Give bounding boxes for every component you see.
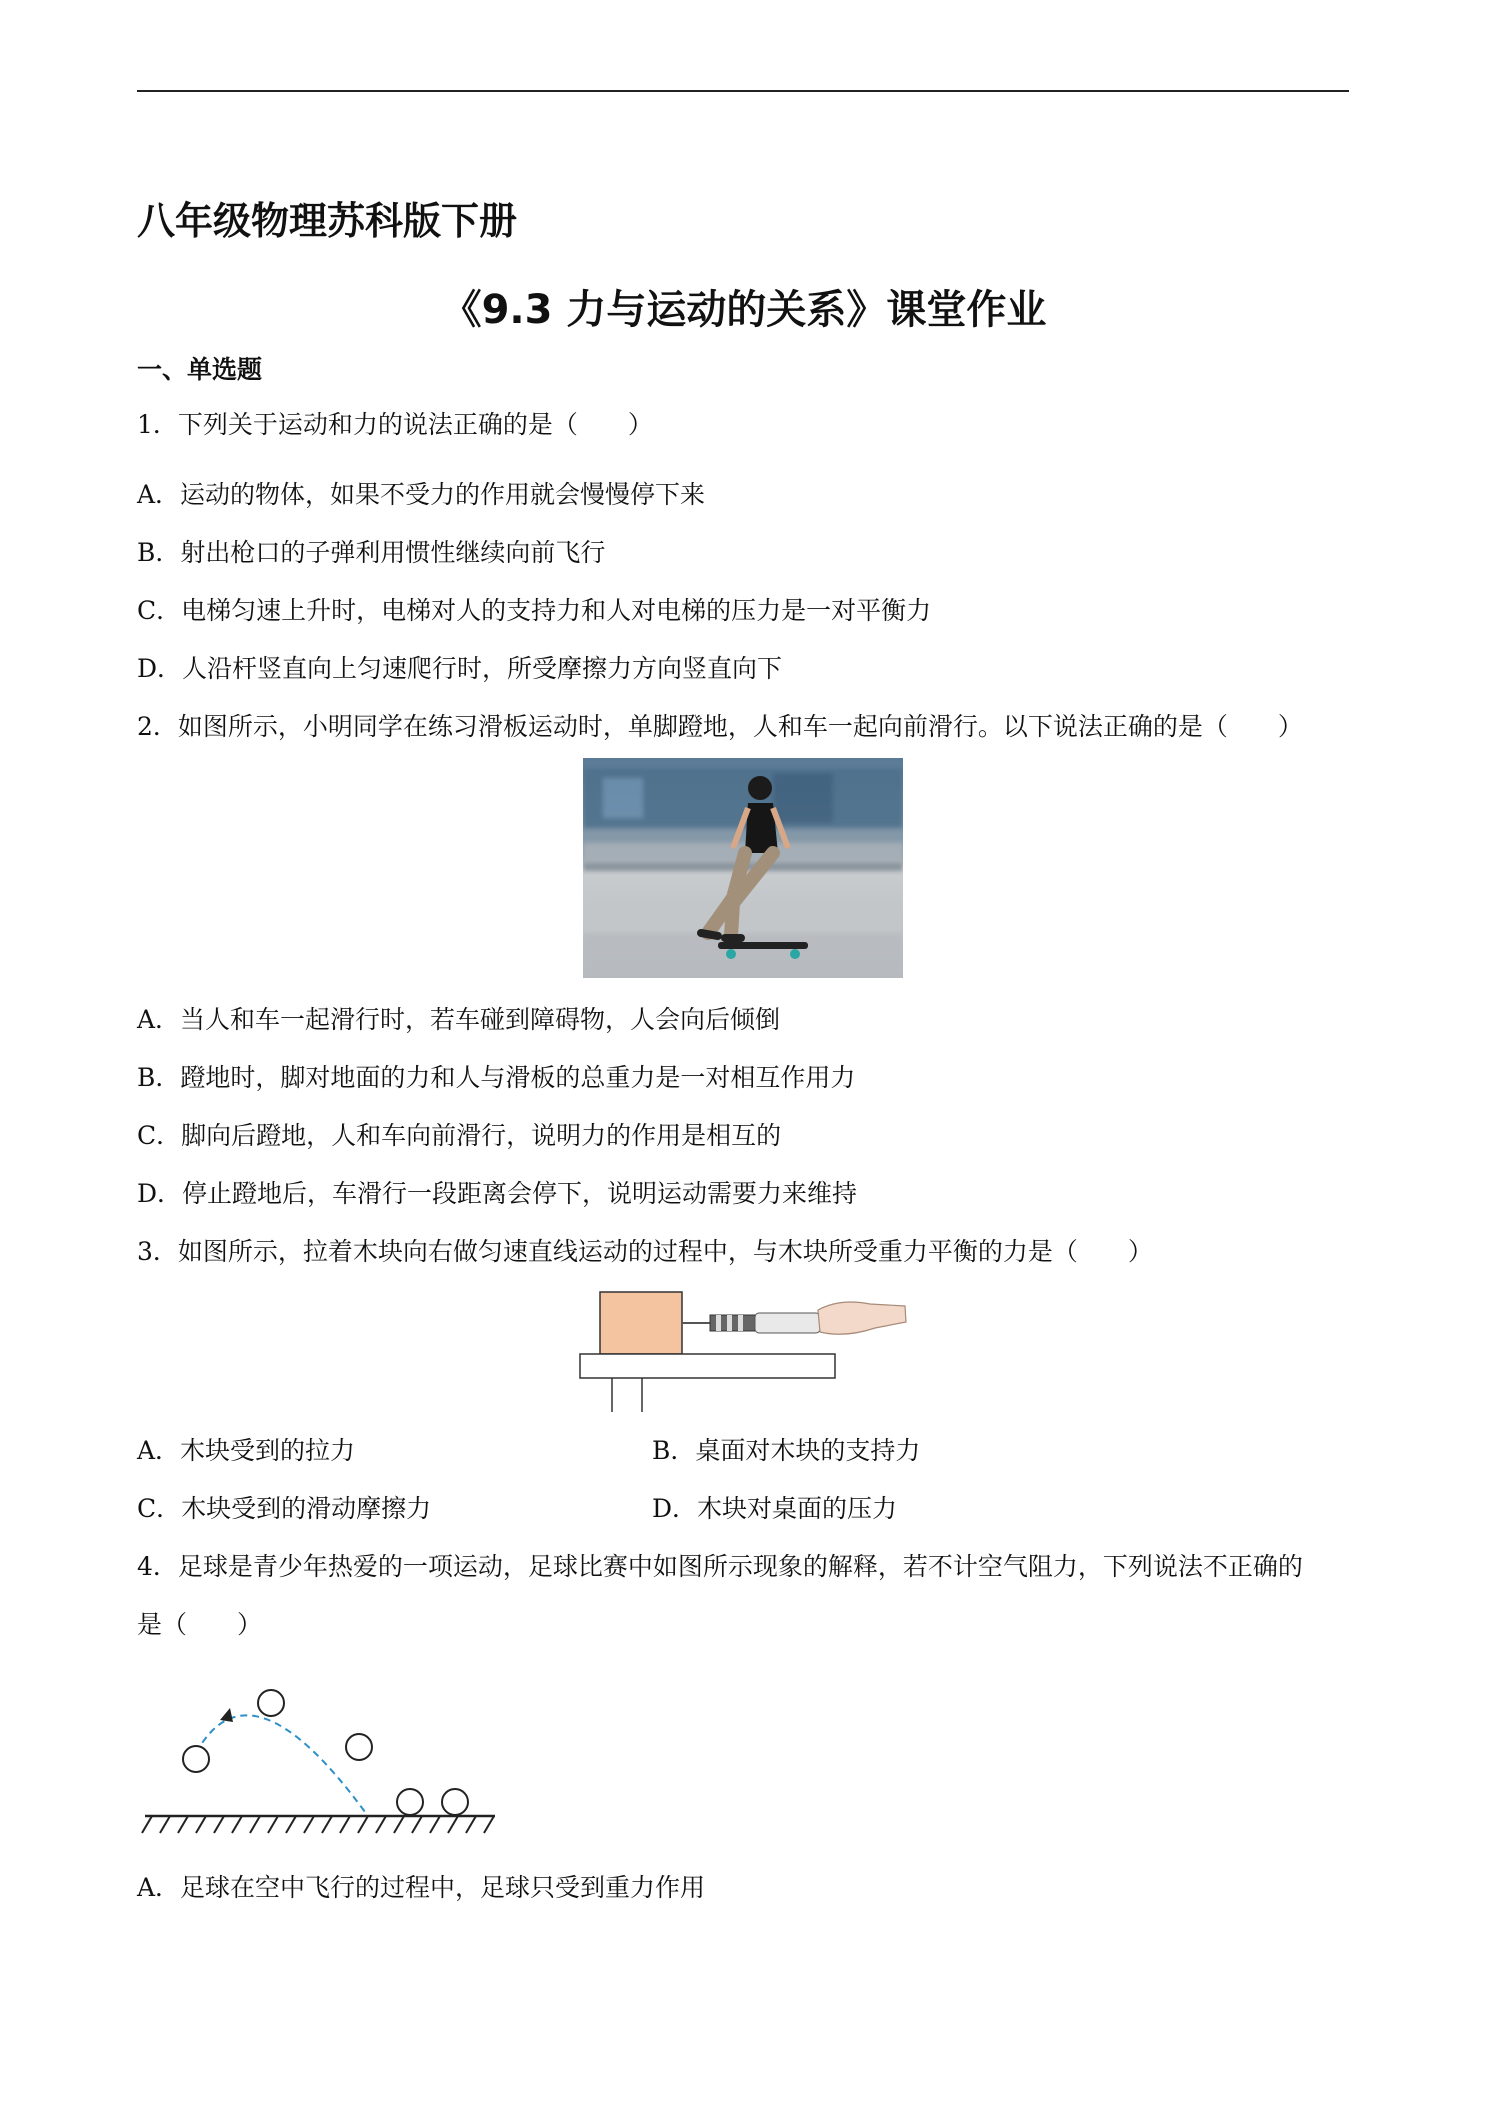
table-top [580, 1354, 835, 1378]
ball-2 [258, 1690, 284, 1716]
q4-stem-line2: 是（ ） [137, 1610, 263, 1639]
section-title: 一、单选题 [137, 355, 263, 384]
q1-option-b: B．射出枪口的子弹利用惯性继续向前飞行 [137, 538, 606, 567]
q4-stem-line1: 4．足球是青少年热爱的一项运动，足球比赛中如图所示现象的解释，若不计空气阻力，下列说法不正确的 [137, 1552, 1303, 1581]
header-rule [137, 90, 1349, 92]
skateboard [718, 942, 808, 949]
q3-stem: 3．如图所示，拉着木块向右做匀速直线运动的过程中，与木块所受重力平衡的力是（ ） [137, 1237, 1153, 1266]
grade-title: 八年级物理苏科版下册 [137, 199, 518, 243]
q2-option-b: B．蹬地时，脚对地面的力和人与滑板的总重力是一对相互作用力 [137, 1063, 856, 1092]
ball-3 [346, 1734, 372, 1760]
q3-option-d: D．木块对桌面的压力 [652, 1494, 898, 1523]
document-title: 《9.3 力与运动的关系》课堂作业 [441, 287, 1047, 333]
q2-option-d: D．停止蹬地后，车滑行一段距离会停下，说明运动需要力来维持 [137, 1179, 858, 1208]
q3-option-b: B．桌面对木块的支持力 [652, 1436, 921, 1465]
q1-option-d: D．人沿杆竖直向上匀速爬行时，所受摩擦力方向竖直向下 [137, 654, 783, 683]
ball-4 [397, 1789, 423, 1815]
q2-option-c: C．脚向后蹬地，人和车向前滑行，说明力的作用是相互的 [137, 1121, 782, 1150]
ball-1 [183, 1746, 209, 1772]
wooden-block [600, 1292, 682, 1354]
q1-option-a: A．运动的物体，如果不受力的作用就会慢慢停下来 [137, 480, 706, 509]
q1-option-c: C．电梯匀速上升时，电梯对人的支持力和人对电梯的压力是一对平衡力 [137, 596, 932, 625]
q2-stem: 2．如图所示，小明同学在练习滑板运动时，单脚蹬地，人和车一起向前滑行。以下说法正确的是（ ） [137, 712, 1303, 741]
q2-option-a: A．当人和车一起滑行时，若车碰到障碍物，人会向后倾倒 [137, 1005, 781, 1034]
ground-hatching [142, 1816, 494, 1833]
q4-option-a: A．足球在空中飞行的过程中，足球只受到重力作用 [137, 1873, 706, 1902]
q3-option-a: A．木块受到的拉力 [137, 1436, 356, 1465]
skateboard-photo [583, 758, 903, 978]
q3-option-c: C．木块受到的滑动摩擦力 [137, 1494, 432, 1523]
football-trajectory-diagram [140, 1665, 510, 1845]
ball-5 [442, 1789, 468, 1815]
block-spring-diagram [570, 1280, 920, 1415]
hand-icon [818, 1302, 906, 1334]
skater-head [748, 776, 772, 800]
arrow-icon [220, 1708, 233, 1722]
q1-stem: 1．下列关于运动和力的说法正确的是（ ） [137, 410, 653, 439]
trajectory-curve [196, 1715, 365, 1812]
